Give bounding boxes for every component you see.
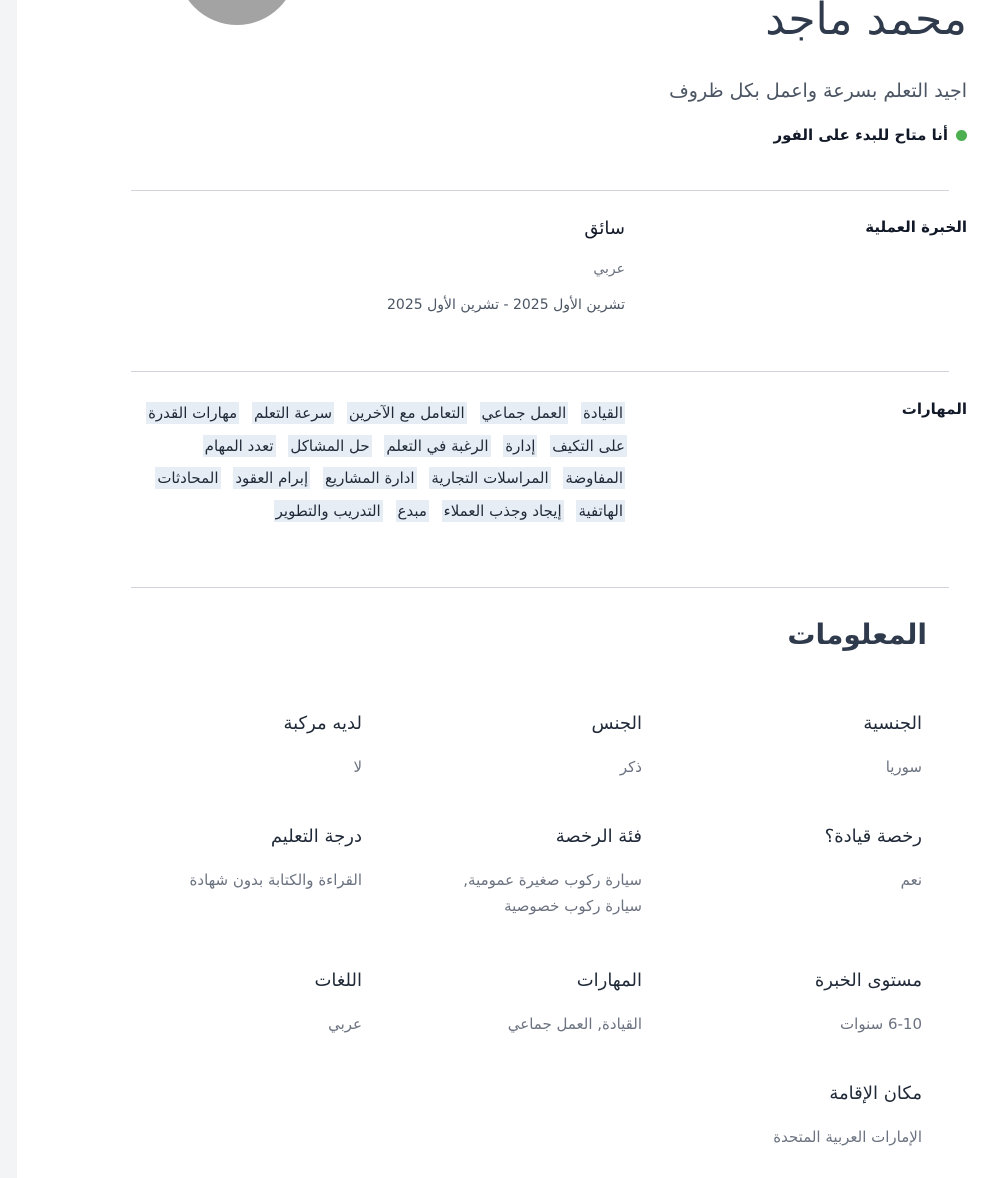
skill-chip: التعامل مع الآخرين: [348, 404, 465, 422]
skill-chip: إدارة: [505, 436, 536, 455]
candidate-name: محمد ماجد: [765, 0, 967, 45]
info-license-category: [422, 826, 642, 919]
job-title: سائق: [584, 218, 625, 239]
info-label: مكان الإقامة: [829, 1083, 922, 1104]
info-value: عربي: [328, 1015, 362, 1033]
availability-text: أنا متاح للبدء على الفور: [773, 126, 948, 144]
skills-list: [145, 397, 625, 527]
skill-chip: المحادثات الهاتفية: [157, 469, 623, 520]
info-label: لديه مركبة: [283, 713, 362, 734]
skill-chip: الرغبة في التعلم: [386, 436, 489, 455]
status-dot-icon: [956, 130, 967, 141]
skill-chip: المفاوضة: [565, 469, 623, 487]
skill-chip: حل المشاكل: [290, 436, 370, 455]
skills-section-label: المهارات: [901, 400, 967, 418]
skill-chip: سرعة التعلم: [253, 404, 333, 422]
info-skills: [382, 970, 642, 1037]
profile-card: [17, 0, 985, 1178]
skill-chip: ادارة المشاريع: [324, 469, 415, 487]
skill-chip: العمل جماعي: [481, 404, 567, 422]
info-value: 6-10 سنوات: [840, 1015, 922, 1033]
info-driving-license: [662, 826, 922, 893]
info-label: مستوى الخبرة: [814, 970, 922, 991]
divider: [131, 587, 949, 588]
info-value: سيارة ركوب صغيرة عمومية, سيارة ركوب خصوصية: [463, 871, 642, 915]
info-label: اللغات: [314, 970, 362, 991]
info-gender: [382, 713, 642, 780]
skill-chip: القيادة: [583, 404, 623, 422]
info-label: الجنسية: [863, 713, 922, 734]
info-residence: [662, 1083, 922, 1150]
info-has-vehicle: [102, 713, 362, 780]
skill-chip: مهارات القدرة على التكيف: [148, 404, 625, 455]
info-languages: [102, 970, 362, 1037]
skill-chip: المراسلات التجارية: [431, 469, 549, 487]
divider: [131, 371, 949, 372]
job-dates: تشرين الأول 2025 - تشرين الأول 2025: [387, 297, 625, 313]
experience-section-label: الخبرة العملية: [865, 218, 967, 236]
skill-chip: التدريب والتطوير: [275, 501, 381, 520]
info-value: القراءة والكتابة بدون شهادة: [189, 871, 362, 889]
skill-chip: إيجاد وجذب العملاء: [443, 501, 562, 520]
info-label: الجنس: [591, 713, 642, 734]
info-value: نعم: [900, 871, 922, 889]
divider: [131, 190, 949, 191]
info-label: فئة الرخصة: [555, 826, 642, 847]
info-value: ذكر: [619, 758, 642, 776]
availability-status: [367, 126, 967, 144]
info-label: المهارات: [576, 970, 642, 991]
skill-chip: مبدع: [397, 501, 427, 520]
skill-chip: تعدد المهام: [204, 436, 274, 455]
info-nationality: [662, 713, 922, 780]
info-value: سوريا: [885, 758, 922, 776]
job-language: عربي: [593, 261, 625, 277]
skill-chip: إبرام العقود: [235, 469, 309, 487]
candidate-tagline: اجيد التعلم بسرعة واعمل بكل ظروف: [669, 80, 967, 102]
info-label: رخصة قيادة؟: [824, 826, 922, 847]
info-value: لا: [353, 758, 362, 776]
info-education: [102, 826, 362, 893]
info-section-title: المعلومات: [787, 618, 927, 651]
info-experience-level: [662, 970, 922, 1037]
info-label: درجة التعليم: [270, 826, 362, 847]
info-value: القيادة, العمل جماعي: [507, 1015, 642, 1033]
experience-entry: [205, 218, 625, 313]
info-value: الإمارات العربية المتحدة: [773, 1128, 922, 1146]
avatar: [177, 0, 297, 25]
